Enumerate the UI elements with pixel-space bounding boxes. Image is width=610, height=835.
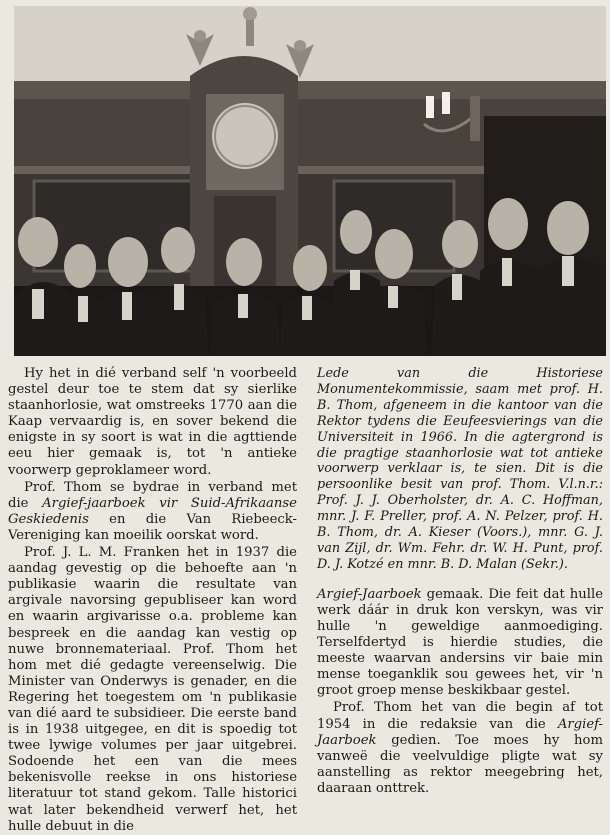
right-paragraph-2 — [317, 700, 603, 797]
group-photo — [14, 6, 606, 356]
right-paragraph-2-journal-title: Argief-Jaarboek — [317, 716, 603, 748]
right-paragraph-2-text-c: gedien. Toe moes hy hom vanweë die veelvuldige pligte wat sy aanstelling as rektor meegebring het, daaraan onttrek. — [317, 732, 603, 796]
right-paragraph-1-journal-title: Argief-Jaarboek — [317, 586, 422, 602]
left-column — [8, 366, 297, 835]
caption-spacer — [317, 573, 603, 587]
group-photo-icon — [14, 6, 606, 356]
left-paragraph-1: Hy het in dié verband self 'n voorbeeld gestel deur toe te stem dat sy sierlike staanhorlosie, wat omstreeks 1770 aan die Kaap vervaardig is, en sover bekend die enigste in sy soort is wat in die agttiende eeu hier gemaak is, tot 'n antieke voorwerp geproklameer word. — [8, 366, 297, 478]
left-paragraph-2-journal-title: Argief-jaarboek vir Suid-Afrikaanse Geskiedenis — [8, 495, 297, 527]
right-paragraph-1 — [317, 587, 603, 700]
left-paragraph-2-text-a: Prof. Thom se bydrae in verband met die — [8, 479, 297, 511]
right-paragraph-2-text-a: Prof. Thom het van die begin af tot 1954 in die redaksie van die — [317, 700, 603, 732]
left-paragraph-3: Prof. J. L. M. Franken het in 1937 die aandag gevestig op die behoefte aan 'n publikasie waarin die resultate van argivale navorsing gepubliseer kan word en waarin argivarisse o.a. probleme kan bespreek en die aandag kan vestig op nuwe bronnemateriaal. Prof. Thom het hom met dié gedagte vereenselwig. Die Minister van Onderwys is genader, en die Regering het toegestem om 'n publikasie van dié aard te subsidieer. Die eerste band is in 1938 uitgegee, en dit is spoedig tot twee lywige volumes per jaar uitgebrei. Sodoende het een van die mees bekenisvolle reekse in ons historiese literatuur tot stand gekom. Talle historici wat later bekendheid verwerf het, het hulle debuut in die — [8, 545, 297, 834]
photo-caption: Lede van die Historiese Monumentekommissie, saam met prof. H. B. Thom, afgeneem in die kantoor van die Rektor tydens die Eeufeesvierings van die Universiteit in 1966. In die agtergrond is die pragtige staanhorlosie wat tot antieke voorwerp verklaar is, te sien. Dit is die persoonlike besit van prof. Thom. V.l.n.r.: Prof. J. J. Oberholster, dr. A. C. Hoffman, mnr. J. F. Preller, prof. A. N. Pelzer, prof. H. B. Thom, dr. A. Kieser (Voors.), mnr. G. J. van Zijl, dr. Wm. Fehr. dr. W. H. Punt, prof. D. J. Kotzé en mnr. B. D. Malan (Sekr.). — [317, 366, 603, 572]
right-column — [317, 366, 603, 797]
right-paragraph-1-text: gemaak. Die feit dat hulle werk dáár in druk kon verskyn, was vir hulle 'n geweldige aanmoediging. Terselfdertyd is hierdie studies, die meeste waarvan andersins vir baie min mense toeganklik sou gewees het, vir 'n groot groep mense beskikbaar gestel. — [317, 586, 603, 699]
left-paragraph-2 — [8, 480, 297, 544]
left-paragraph-2-text-c: en die Van Riebeeck-Vereniging kan moeilik oorskat word. — [8, 511, 297, 543]
